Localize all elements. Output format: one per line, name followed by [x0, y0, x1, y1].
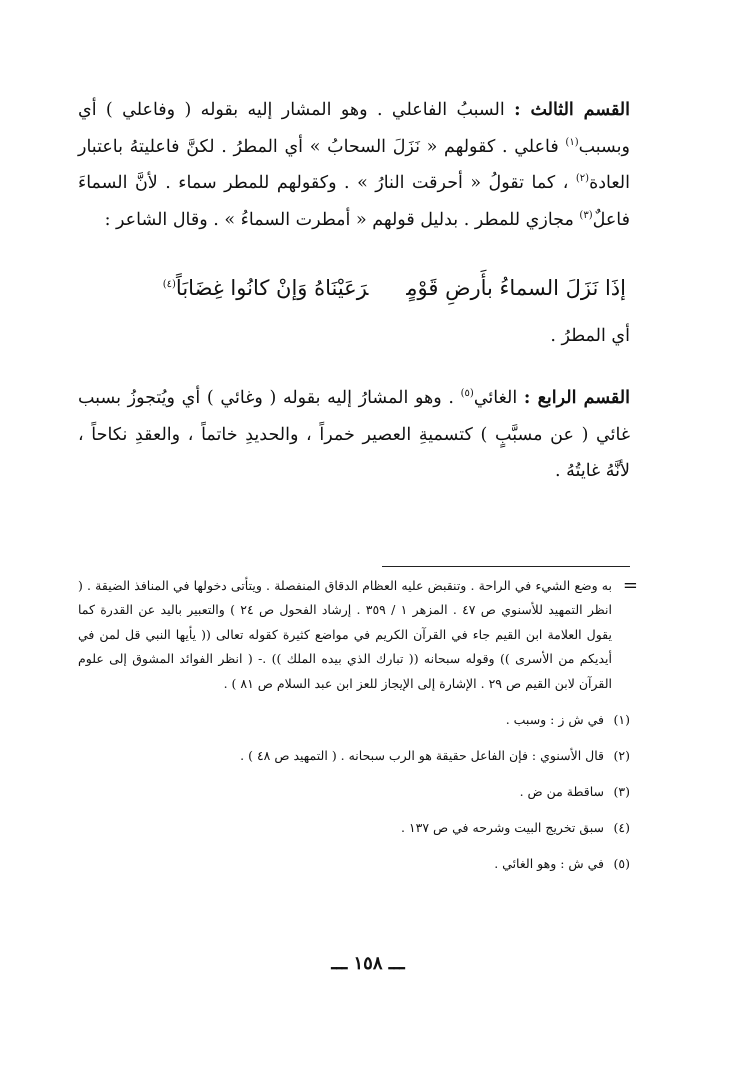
footnote-number: (١)	[613, 712, 630, 728]
verse-explanation: أي المطرُ .	[550, 326, 630, 346]
footnote-3	[78, 782, 630, 802]
footnote-text: سبق تخريج البيت وشرحه في ص ١٣٧ .	[400, 820, 605, 836]
footnote-number: (٢)	[613, 748, 630, 764]
para1-text-a: السببُ الفاعلي . وهو المشار إليه بقوله ( وفاعلي ) أي وبسبب	[78, 100, 630, 157]
footnotes	[78, 574, 638, 874]
verse-hemistich-2: رَعَيْنَاهُ وَإنْ كانُوا غِضَابَاً	[175, 276, 369, 300]
footnote-number: (٥)	[613, 856, 630, 872]
continuation-mark: =	[622, 575, 638, 596]
paragraph-fourth-section	[78, 380, 630, 490]
paragraph-third-section	[78, 92, 630, 238]
footnote-number: (٣)	[613, 784, 630, 800]
footnote-2	[78, 746, 630, 766]
footnote-ref-5[interactable]: (٥)	[460, 388, 474, 400]
para1-text-b: فاعلي . كقولهم « نَزَلَ السحابُ » أي المطرُ . لكنَّ فاعليتهُ باعتبار العادة	[78, 136, 630, 193]
para1-text-d: مجازي للمطر . بدليل قولهم « أمطرت السماءُ » . وقال الشاعر :	[104, 209, 580, 230]
footnote-ref-3[interactable]: (٣)	[579, 209, 593, 221]
verse-hemistich-1: إذَا نَزَلَ السماءُ بأَرضِ قَوْمٍ	[406, 276, 626, 300]
footnote-ref-1[interactable]: (١)	[565, 136, 579, 148]
main-text	[78, 92, 630, 490]
footnote-1	[78, 710, 630, 730]
footnote-text: في ش ز : وسبب .	[505, 712, 605, 728]
footnote-ref-2[interactable]: (٢)	[575, 173, 590, 185]
poetry-verse	[78, 268, 630, 308]
footnote-continuation-text: به وضع الشيء في الراحة . وتنقبض عليه العظام الدقاق المنفصلة . ويتأتى دخولها في المنافذ الضيقة . ( انظر التمهيد للأسنوي ص ٤٧ . المزهر ١ / ٣٥٩ . إرشاد الفحول ص ٢٤ ) والتعبير باليد عن القدرة كما يقول العلامة ابن القيم جاء في القرآن الكريم في مواضع كثيرة كقوله تعالى (( يأيها النبي قل لمن في أيديكم من الأسرى )) وقوله سبحانه (( تبارك الذي بيده الملك )) .- ( انظر الفوائد المشوق إلى علوم القرآن لابن القيم ص ٢٩ . الإشارة إلى الإيجاز للعز ابن عبد السلام ص ٨١ ) .	[78, 578, 612, 691]
section-heading-third: القسم الثالث :	[514, 100, 630, 120]
footnote-continuation	[78, 574, 638, 696]
section-heading-fourth: القسم الرابع :	[523, 388, 630, 408]
page-number: ـــ ١٥٨ ـــ	[331, 953, 405, 974]
footnote-ref-4[interactable]: (٤)	[162, 279, 176, 290]
para2-text-a: الغائي	[473, 388, 524, 408]
para2-text-b: . وهو المشارُ إليه بقوله ( وغائي ) أي ويُتجوزُ بسبب غائي ( عن مسبَّبٍ ) كتسميةِ العصير خمراً ، والحديدِ خاتماً ، والعقدِ نكاحاً ، لأنَّهُ غايتُهُ .	[78, 388, 630, 481]
para1-text-c: ، كما تقولُ « أحرقت النارُ » . وكقولهم للمطر سماء . لأنَّ السماءَ فاعلٌ	[78, 173, 630, 230]
footnote-text: في ش : وهو الغائي .	[494, 856, 605, 872]
footnote-text: قال الأسنوي : فإن الفاعل حقيقة هو الرب سبحانه . ( التمهيد ص ٤٨ ) .	[240, 748, 605, 764]
footnote-4	[78, 818, 630, 838]
footnote-divider	[382, 566, 630, 567]
footnote-number: (٤)	[613, 820, 630, 836]
footnote-text: ساقطة من ض .	[519, 784, 605, 800]
footnote-5	[78, 854, 630, 874]
